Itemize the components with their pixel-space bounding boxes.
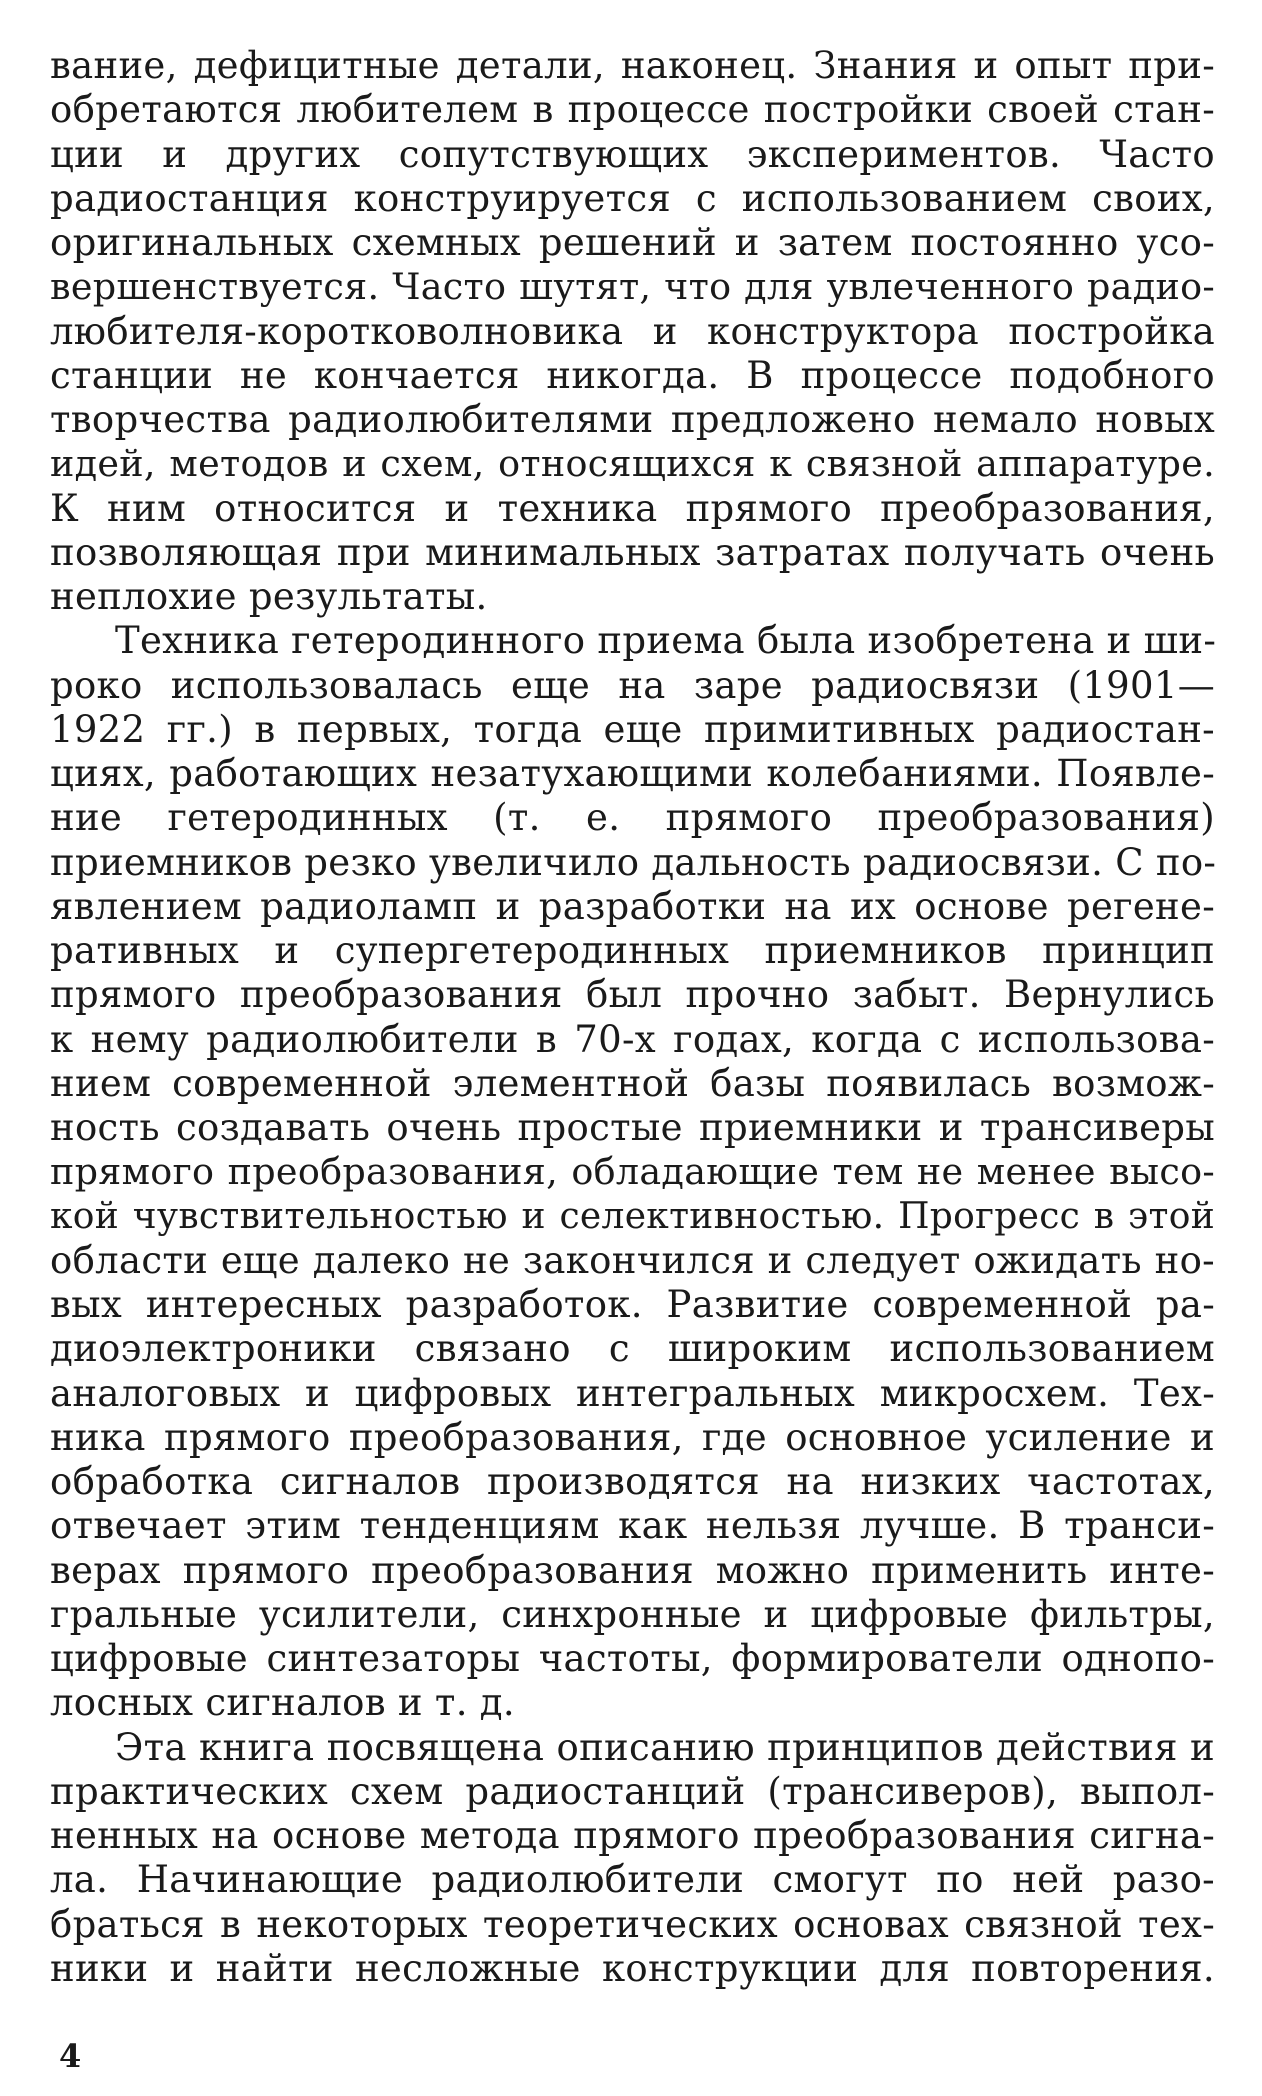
text-line: идей, методов и схем, относящихся к связной аппаратуре. <box>50 442 1215 486</box>
text-line: ции и других сопутствующих экспериментов. Часто <box>50 132 1215 176</box>
paragraph-2 <box>50 619 1215 1725</box>
text-line: аналоговых и цифровых интегральных микросхем. Тех- <box>50 1371 1215 1415</box>
text-line: 1922 гг.) в первых, тогда еще примитивных радиостан- <box>50 707 1215 751</box>
page-number: 4 <box>59 2037 82 2075</box>
text-line: отвечает этим тенденциям как нельзя лучше. В транси- <box>50 1504 1215 1548</box>
text-line: вершенствуется. Часто шутят, что для увлеченного радио- <box>50 265 1215 309</box>
text-line: радиостанция конструируется с использованием своих, <box>50 176 1215 220</box>
text-line: цифровые синтезаторы частоты, формирователи однопо- <box>50 1637 1215 1680</box>
text-line: циях, работающих незатухающими колебаниями. Появле- <box>50 752 1215 795</box>
text-line: К ним относится и техника прямого преобразования, <box>50 486 1215 530</box>
text-line: роко использовалась еще на заре радиосвязи (1901— <box>50 663 1215 707</box>
text-line: к нему радиолюбители в 70-х годах, когда с использова- <box>50 1017 1215 1061</box>
text-line: ность создавать очень простые приемники и трансиверы <box>50 1106 1215 1149</box>
text-line: творчества радиолюбителями предложено немало новых <box>50 398 1215 441</box>
text-line: прямого преобразования был прочно забыт. Вернулись <box>50 973 1215 1017</box>
text-line: явлением радиоламп и разработки на их основе регене- <box>50 884 1215 928</box>
text-line: неплохие результаты. <box>50 575 488 618</box>
text-line: нием современной элементной базы появилась возмож- <box>50 1061 1215 1105</box>
text-line: любителя-коротковолновика и конструктора постройка <box>50 309 1215 353</box>
text-line: позволяющая при минимальных затратах получать очень <box>50 530 1215 574</box>
text-line: области еще далеко не закончился и следует ожидать но- <box>50 1238 1215 1282</box>
text-line: Эта книга посвящена описанию принципов действия и <box>115 1725 1215 1769</box>
text-line: прямого преобразования, обладающие тем не менее высо- <box>50 1150 1215 1194</box>
text-line: вых интересных разработок. Развитие современной ра- <box>50 1283 1215 1326</box>
text-line: обработка сигналов производятся на низких частотах, <box>50 1460 1215 1503</box>
page-body <box>50 44 1215 1991</box>
text-line: диоэлектроники связано с широким использованием <box>50 1327 1215 1371</box>
text-line: ненных на основе метода прямого преобразования сигна- <box>50 1814 1215 1857</box>
text-line: практических схем радиостанций (трансиверов), выпол- <box>50 1769 1215 1813</box>
text-line: ративных и супергетеродинных приемников принцип <box>50 929 1215 972</box>
text-line: ние гетеродинных (т. е. прямого преобразования) <box>50 796 1215 840</box>
paragraph-3 <box>50 1726 1215 1992</box>
text-line: браться в некоторых теоретических основах связной тех- <box>50 1902 1215 1946</box>
text-line: станции не кончается никогда. В процессе подобного <box>50 353 1215 397</box>
text-line: ника прямого преобразования, где основное усиление и <box>50 1415 1215 1459</box>
text-line: вание, дефицитные детали, наконец. Знания и опыт при- <box>50 44 1215 87</box>
text-line: кой чувствительностью и селективностью. Прогресс в этой <box>50 1195 1215 1237</box>
text-line: обретаются любителем в процессе постройки своей стан- <box>50 88 1215 132</box>
text-line: ники и найти несложные конструкции для повторения. <box>50 1946 1215 1990</box>
text-line: лосных сигналов и т. д. <box>50 1681 515 1725</box>
text-line: ла. Начинающие радиолюбители смогут по ней разо- <box>50 1858 1215 1902</box>
text-line: гральные усилители, синхронные и цифровые фильтры, <box>50 1592 1215 1636</box>
text-line: Техника гетеродинного приема была изобретена и ши- <box>115 619 1217 663</box>
text-line: приемников резко увеличило дальность радиосвязи. С по- <box>50 840 1217 884</box>
text-line: верах прямого преобразования можно применить инте- <box>50 1548 1215 1592</box>
paragraph-1 <box>50 44 1215 619</box>
text-line: оригинальных схемных решений и затем постоянно усо- <box>50 221 1215 264</box>
